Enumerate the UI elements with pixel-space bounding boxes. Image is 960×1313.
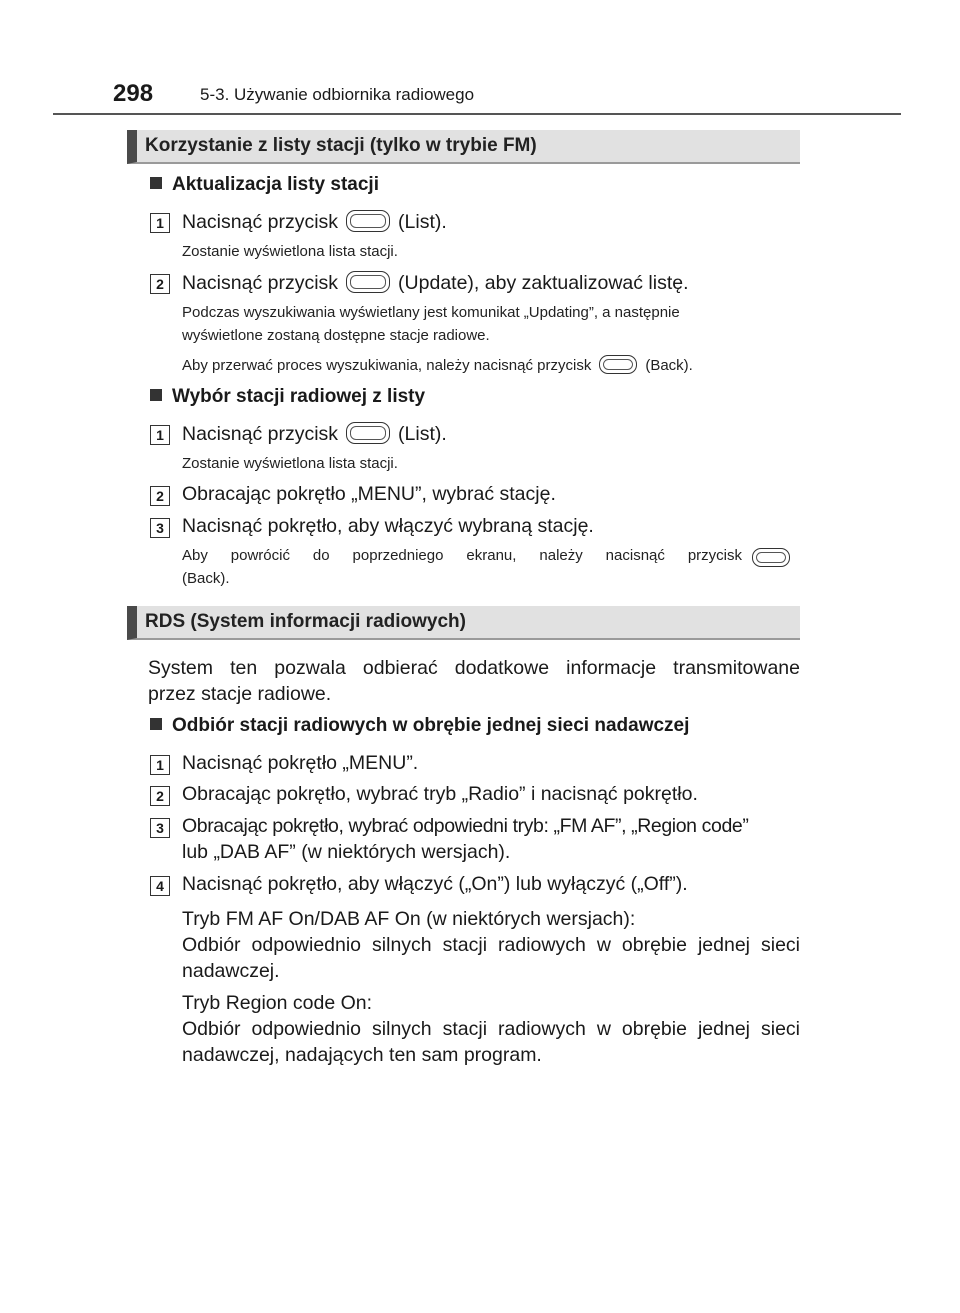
step-note: Podczas wyszukiwania wyświetlany jest komunikat „Updating”, a następnie	[182, 304, 680, 321]
step-text: Obracając pokrętło „MENU”, wybrać stację.	[182, 483, 556, 505]
step-text: Nacisnąć przycisk (List).	[182, 423, 447, 445]
step-note: Zostanie wyświetlona lista stacji.	[182, 455, 398, 472]
update-button-icon	[346, 271, 390, 293]
step-text: Obracając pokrętło, wybrać odpowiedni tryb: „FM AF”, „Region code”	[182, 815, 749, 837]
step-note: (Back).	[182, 570, 230, 587]
step-text: Obracając pokrętło, wybrać tryb „Radio” i nacisnąć pokrętło.	[182, 783, 698, 805]
step-number: 3	[150, 818, 170, 838]
square-bullet-icon	[150, 389, 162, 401]
step-number: 2	[150, 786, 170, 806]
detail-text: nadawczej, nadających ten sam program.	[182, 1044, 542, 1066]
subheading-network-reception: Odbiór stacji radiowych w obrębie jednej sieci nadawczej	[150, 715, 689, 737]
step-note: Zostanie wyświetlona lista stacji.	[182, 243, 398, 260]
step-note: wyświetlone zostaną dostępne stacje radiowe.	[182, 327, 490, 344]
square-bullet-icon	[150, 177, 162, 189]
step-note: Aby przerwać proces wyszukiwania, należy nacisnąć przycisk (Back).	[182, 357, 693, 374]
list-button-icon	[346, 422, 390, 444]
step-text: Nacisnąć przycisk (List).	[182, 211, 447, 233]
step-number: 2	[150, 486, 170, 506]
back-button-icon	[599, 355, 637, 374]
step-number: 3	[150, 518, 170, 538]
section-title-station-list: Korzystanie z listy stacji (tylko w trybie FM)	[127, 130, 800, 164]
back-button-icon	[752, 548, 790, 567]
detail-title: Tryb Region code On:	[182, 992, 373, 1014]
step-text: Nacisnąć pokrętło, aby włączyć wybraną stację.	[182, 515, 594, 537]
page-header	[113, 80, 903, 114]
header-divider	[53, 113, 901, 115]
step-number: 1	[150, 755, 170, 775]
detail-text: Odbiór odpowiednio silnych stacji radiowych w obrębie jednej sieci	[182, 1018, 800, 1040]
list-button-icon	[346, 210, 390, 232]
step-text: Nacisnąć przycisk (Update), aby zaktualizować listę.	[182, 272, 689, 294]
page-number: 298	[113, 80, 154, 107]
chapter-title: 5-3. Używanie odbiornika radiowego	[200, 85, 475, 104]
step-number: 2	[150, 274, 170, 294]
detail-title: Tryb FM AF On/DAB AF On (w niektórych wersjach):	[182, 908, 636, 930]
intro-paragraph-line: System ten pozwala odbierać dodatkowe informacje transmitowane	[148, 657, 800, 679]
step-text: lub „DAB AF” (w niektórych wersjach).	[182, 841, 511, 863]
step-note: Aby powrócić do poprzedniego ekranu, należy nacisnąć przycisk	[182, 547, 742, 564]
step-number: 1	[150, 213, 170, 233]
intro-paragraph-line: przez stacje radiowe.	[148, 683, 332, 705]
square-bullet-icon	[150, 718, 162, 730]
subheading-update-list: Aktualizacja listy stacji	[150, 174, 379, 196]
step-text: Nacisnąć pokrętło „MENU”.	[182, 752, 419, 774]
section-title-rds: RDS (System informacji radiowych)	[127, 606, 800, 640]
step-number: 4	[150, 876, 170, 896]
detail-text: Odbiór odpowiednio silnych stacji radiowych w obrębie jednej sieci	[182, 934, 800, 956]
step-number: 1	[150, 425, 170, 445]
step-text: Nacisnąć pokrętło, aby włączyć („On”) lub wyłączyć („Off”).	[182, 873, 688, 895]
subheading-select-station: Wybór stacji radiowej z listy	[150, 386, 425, 408]
detail-text: nadawczej.	[182, 960, 280, 982]
